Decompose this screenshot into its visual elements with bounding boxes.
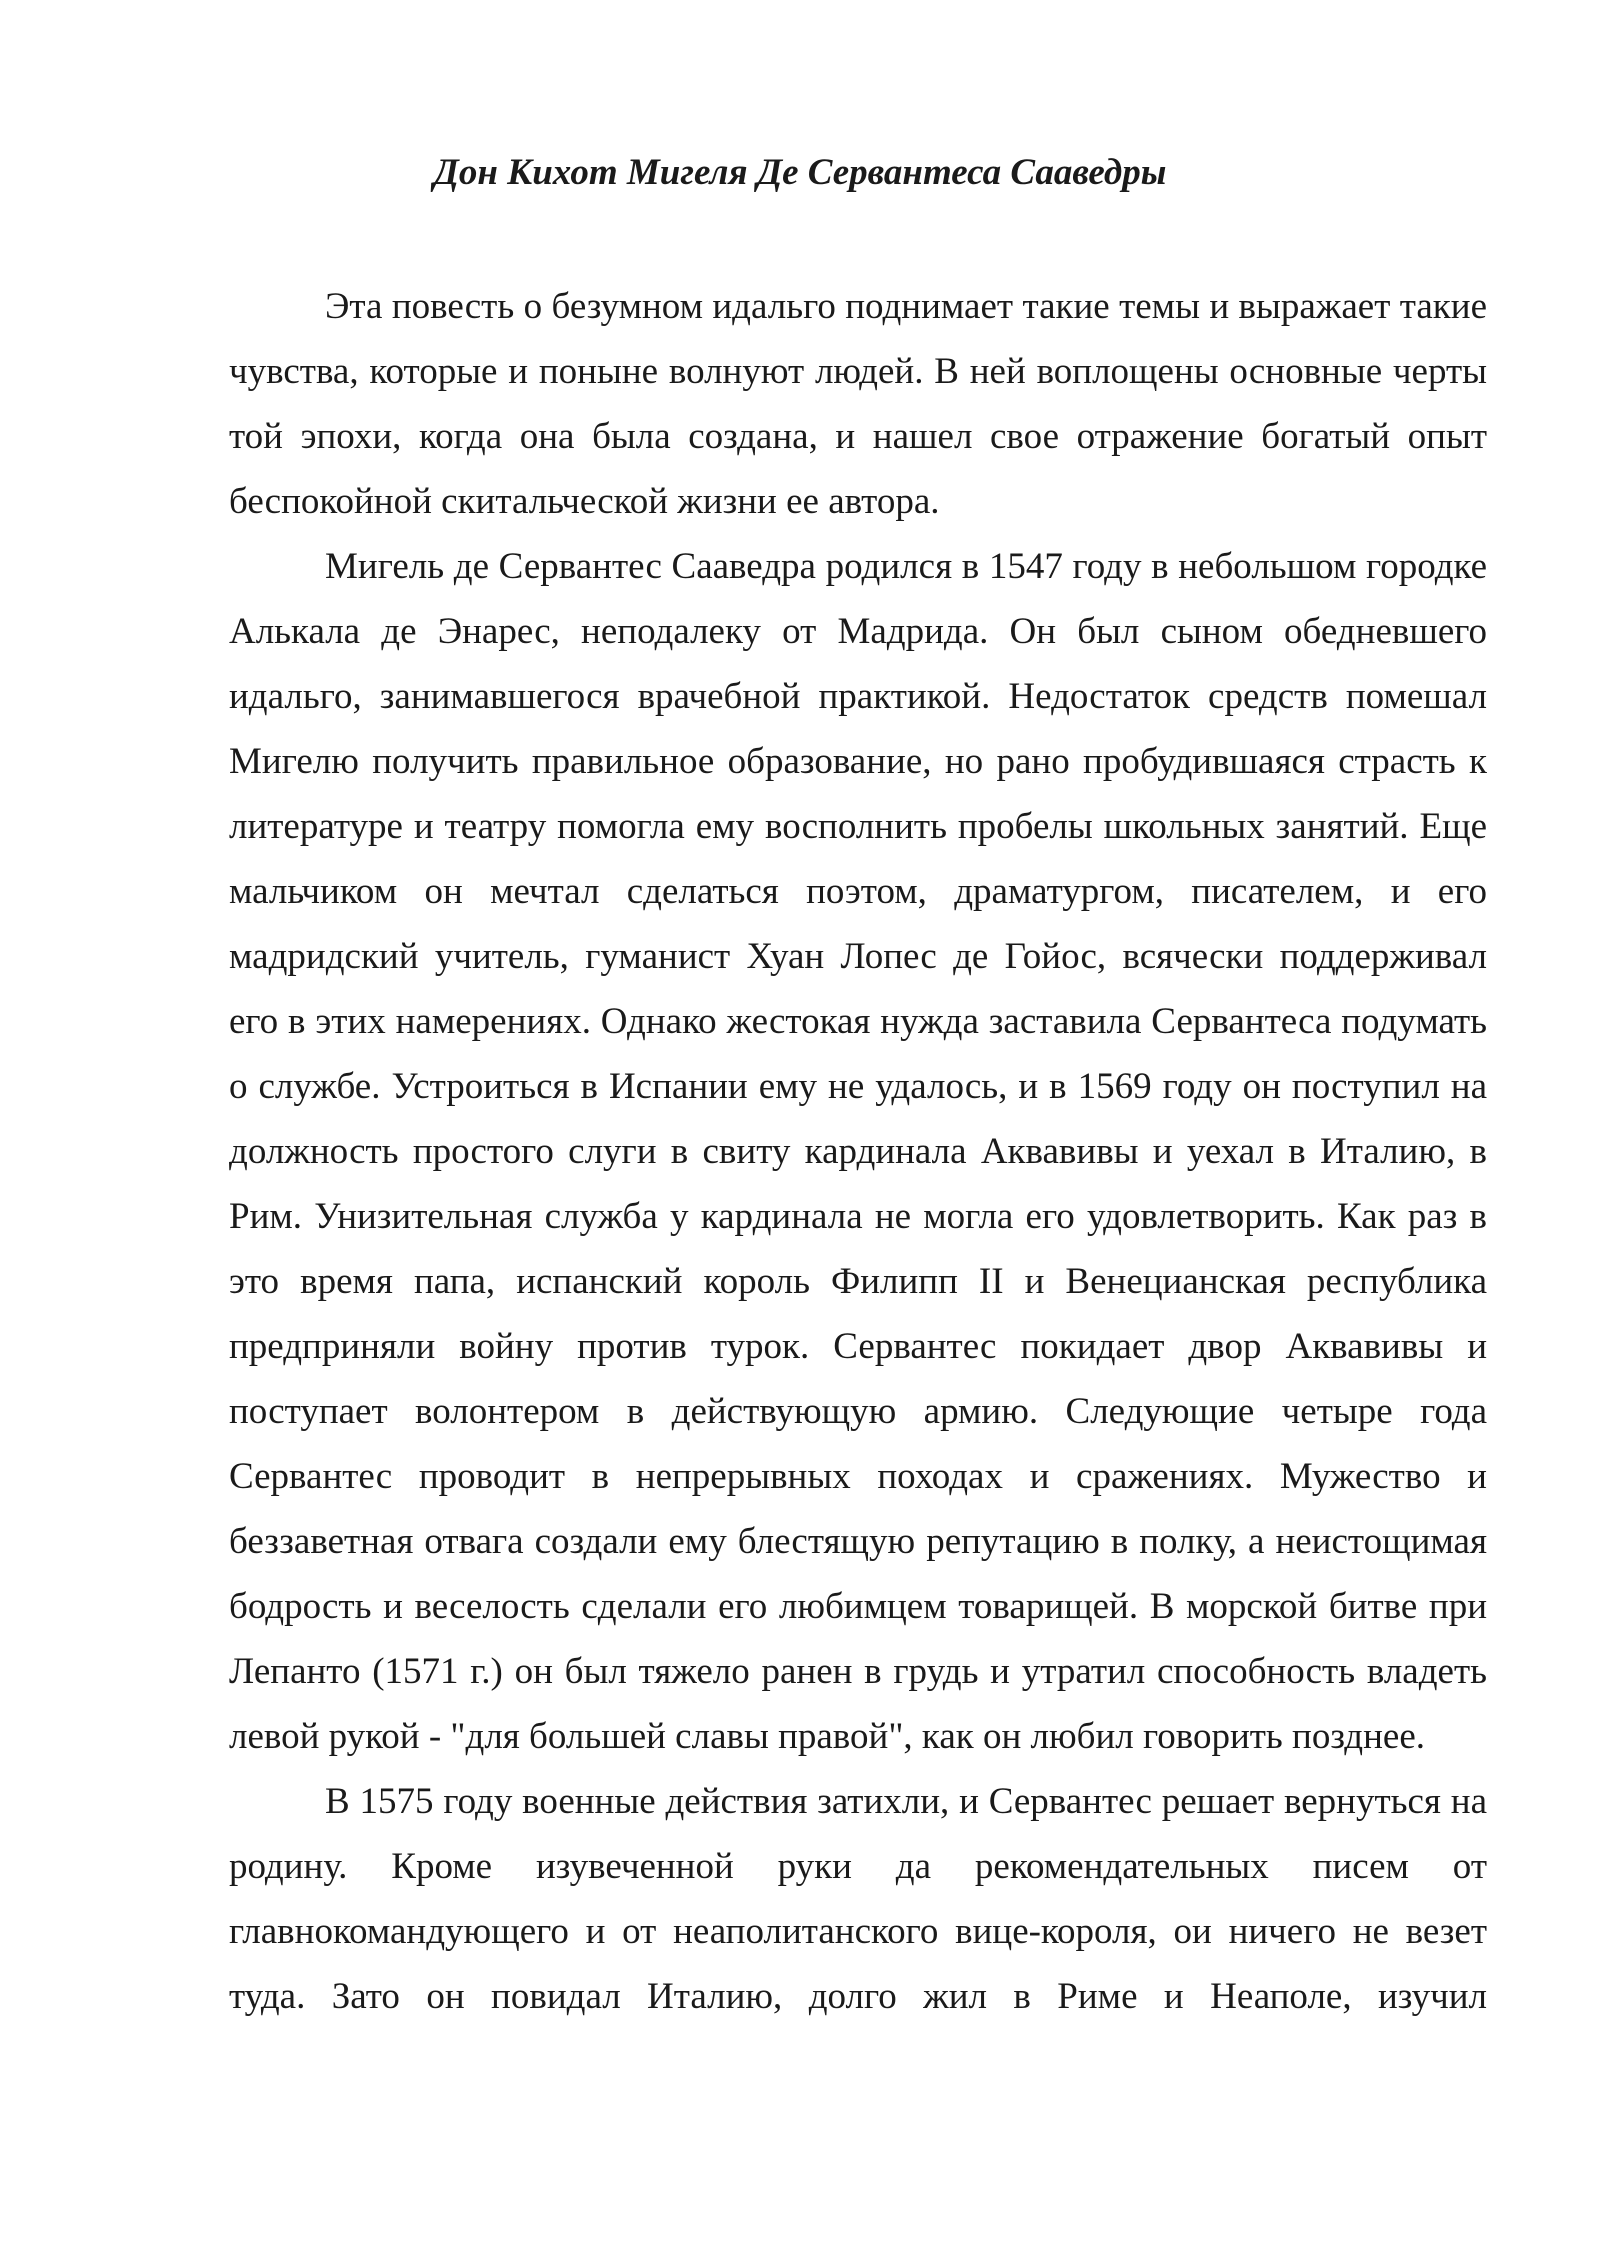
document-body — [229, 274, 1487, 2029]
paragraph-1: Эта повесть о безумном идальго поднимает такие темы и выражает такие чувства, которые и поныне волнуют людей. В ней воплощены основные черты той эпохи, когда она была создана, и нашел свое отражение богатый опыт беспокойной скитальческой жизни ее автора. — [229, 286, 1487, 522]
document-title: Дон Кихот Мигеля Де Сервантеса Сааведры — [433, 152, 1167, 193]
paragraph-2: Мигель де Сервантес Сааведра родился в 1547 году в небольшом городке Алькала де Энарес, неподалеку от Мадрида. Он был сыном обедневшего идальго, занимавшегося врачебной практикой. Недостаток средств помешал Мигелю получить правильное образование, но рано пробудившаяся страсть к литературе и театру помогла ему восполнить пробелы школьных занятий. Еще мальчиком он мечтал сделаться поэтом, драматургом, писателем, и его мадридский учитель, гуманист Хуан Лопес де Гойос, всячески поддерживал его в этих намерениях. Однако жестокая нужда заставила Сервантеса подумать о службе. Устроиться в Испании ему не удалось, и в 1569 году он поступил на должность простого слуги в свиту кардинала Аквавивы и уехал в Италию, в Рим. Унизительная служба у кардинала не могла его удовлетворить. Как раз в это время папа, испанский король Филипп II и Венецианская республика предприняли войну против турок. Сервантес покидает двор Аквавивы и поступает волонтером в действующую армию. Следующие четыре года Сервантес проводит в непрерывных походах и сражениях. Мужество и беззаветная отвага создали ему блестящую репутацию в полку, а неистощимая бодрость и веселость сделали его любимцем товарищей. В морской битве при Лепанто (1571 г.) он был тяжело ранен в грудь и утратил способность владеть левой рукой - "для большей славы правой", как он любил говорить позднее. — [229, 546, 1487, 1757]
paragraph-3: В 1575 году военные действия затихли, и Сервантес решает вернуться на родину. Кроме изувеченной руки да рекомендательных писем от главнокомандующего и от неаполитанского вице-короля, ои ничего не везет туда. Зато он повидал Италию, долго жил в Риме и Неаполе, изучил — [229, 1781, 1487, 2017]
